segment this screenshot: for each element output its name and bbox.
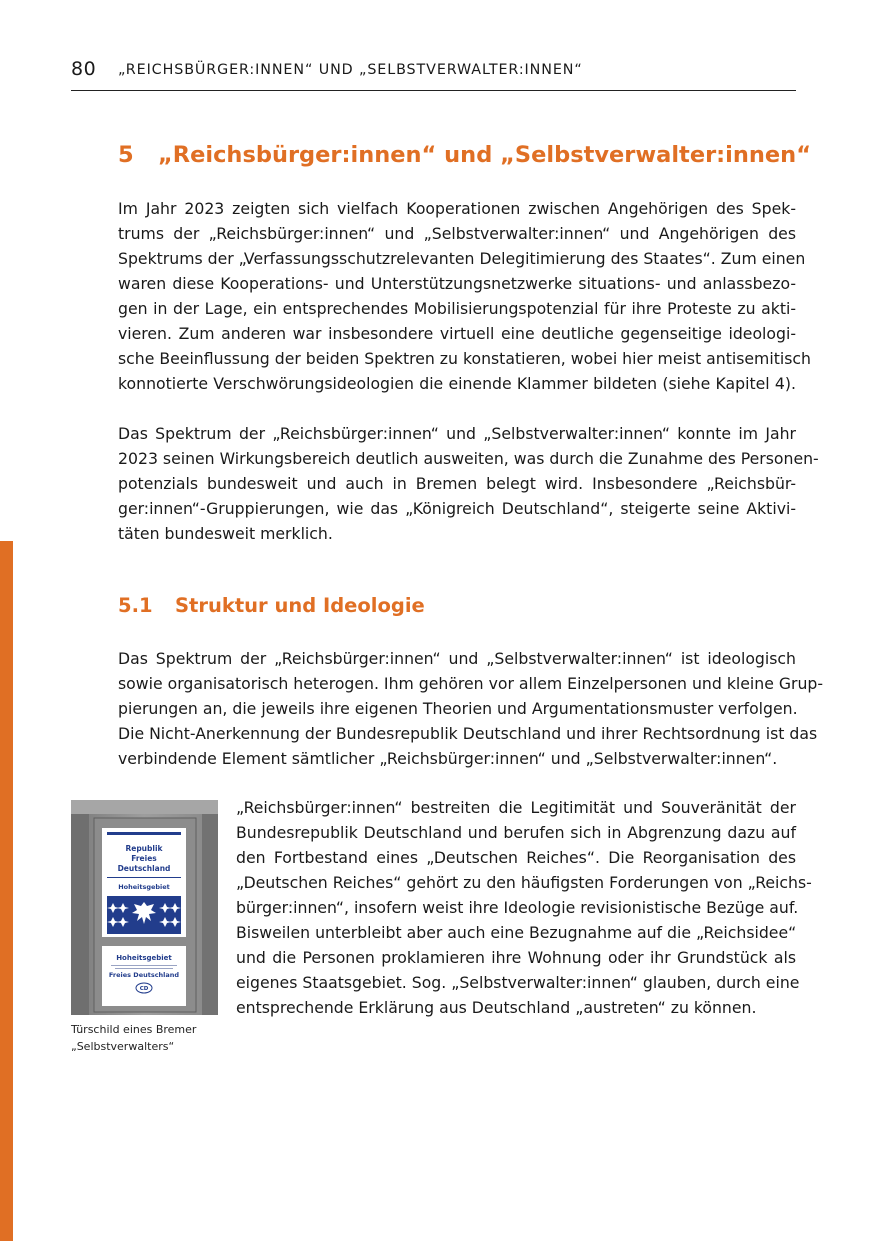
chapter-number: 5 [118,142,134,168]
text-line: 2023 seinen Wirkungsbereich deutlich ausweiten, was durch die Zunahme des Personen- [118,449,819,468]
sign-text: Deutschland [117,864,171,873]
text-line: ger:innen“-Gruppierungen, wie das „Königreich Deutschland“, steigerte seine Aktivi- [118,499,796,518]
text-line: „Reichsbürger:innen“ bestreiten die Legitimität und Souveränität der [236,798,796,817]
caption-line: „Selbstverwalters“ [71,1040,175,1053]
text-line: entsprechende Erklärung aus Deutschland „austreten“ zu können. [236,998,757,1017]
sign-text: Freies [131,854,157,863]
text-line: bürger:innen“, insofern weist ihre Ideologie revisionistische Bezüge auf. [236,898,799,917]
text-line: potenzials bundesweit und auch in Bremen belegt wird. Insbesondere „Reichsbür- [118,474,796,493]
text-line: und die Personen proklamieren ihre Wohnung oder ihr Grundstück als [236,948,796,967]
text-line: Bundesrepublik Deutschland und berufen sich in Abgrenzung dazu auf [236,823,796,842]
sign-text: Hoheitsgebiet [116,954,172,962]
chapter-paragraph-1 [118,196,811,396]
text-line: vieren. Zum anderen war insbesondere virtuell eine deutliche gegenseitige ideologi- [118,324,796,343]
text-line: Das Spektrum der „Reichsbürger:innen“ und „Selbstverwalter:innen“ ist ideologisch [118,649,796,668]
figure-caption [71,1021,221,1055]
text-line: gen in der Lage, ein entsprechendes Mobilisierungspotenzial für ihre Proteste zu akti- [118,299,796,318]
text-line: verbindende Element sämtlicher „Reichsbürger:innen“ und „Selbstverwalter:innen“. [118,749,778,768]
accent-sidebar-bar [0,541,13,1241]
text-line: täten bundesweit merklich. [118,524,333,543]
sign-text: Freies Deutschland [108,971,180,979]
text-line: sowie organisatorisch heterogen. Ihm gehören vor allem Einzelpersonen und kleine Grup- [118,674,824,693]
text-line: trums der „Reichsbürger:innen“ und „Selbstverwalter:innen“ und Angehörigen des [118,224,796,243]
text-line: eigenes Staatsgebiet. Sog. „Selbstverwalter:innen“ glauben, durch eine [236,973,800,992]
figure-side-paragraph [236,795,812,1020]
text-line: „Deutschen Reiches“ gehört zu den häufigsten Forderungen von „Reichs- [236,873,812,892]
running-title: „REICHSBÜRGER:INNEN“ UND „SELBSTVERWALTER:INNEN“ [118,62,583,78]
text-line: Das Spektrum der „Reichsbürger:innen“ und „Selbstverwalter:innen“ konnte im Jahr [118,424,796,443]
text-line: den Fortbestand eines „Deutschen Reiches“. Die Reorganisation des [236,848,796,867]
text-line: Spektrums der „Verfassungsschutzrelevanten Delegitimierung des Staates“. Zum einen [118,249,806,268]
chapter-paragraph-2 [118,421,819,546]
running-header [71,56,796,91]
text-line: sche Beeinflussung der beiden Spektren zu konstatieren, wobei hier meist antisemitisch [118,349,811,368]
section-heading [118,594,425,617]
section-title: Struktur und Ideologie [175,594,425,617]
text-line: Die Nicht-Anerkennung der Bundesrepublik Deutschland und ihrer Rechtsordnung ist das [118,724,818,743]
sign-text: Republik [125,844,163,853]
caption-line: Türschild eines Bremer [71,1023,197,1036]
sign-text: Hoheitsgebiet [118,883,170,891]
door-sign-photo [71,800,218,1015]
section-number: 5.1 [118,594,153,617]
text-line: waren diese Kooperations- und Unterstützungsnetzwerke situations- und anlassbezo- [118,274,796,293]
text-line: konnotierte Verschwörungsideologien die einende Klammer bildeten (siehe Kapitel 4). [118,374,796,393]
text-line: pierungen an, die jeweils ihre eigenen Theorien und Argumentationsmuster verfolgen. [118,699,798,718]
text-line: Im Jahr 2023 zeigten sich vielfach Kooperationen zwischen Angehörigen des Spek- [118,199,796,218]
section-paragraph [118,646,824,771]
chapter-heading [118,142,811,168]
chapter-title: „Reichsbürger:innen“ und „Selbstverwalter:innen“ [158,142,811,168]
page-number: 80 [71,58,97,80]
text-line: Bisweilen unterbleibt aber auch eine Bezugnahme auf die „Reichsidee“ [236,923,797,942]
sign-text: CD [139,986,149,992]
